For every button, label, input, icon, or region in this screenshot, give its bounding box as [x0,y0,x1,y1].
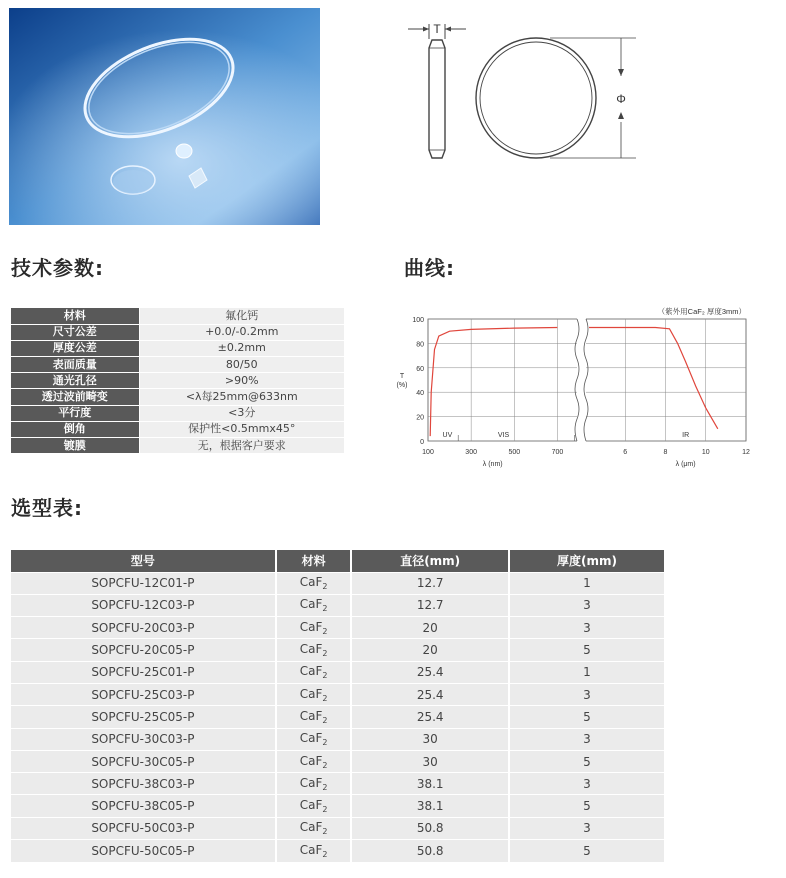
material-subscript: 2 [322,671,328,681]
spec-value: 无，根据客户要求 [139,438,344,454]
model-cell: SOPCFU-20C05-P [11,639,276,661]
material-subscript: 2 [322,738,328,748]
model-cell: SOPCFU-30C03-P [11,728,276,750]
material-subscript: 2 [322,827,328,837]
material-cell [276,594,352,616]
material-text: CaF [299,619,323,634]
spec-value: <3分 [139,405,344,421]
thickness-cell: 5 [509,639,664,661]
table-row [11,594,664,616]
material-text: CaF [299,575,323,590]
region-label: IR [682,432,690,439]
material-text: CaF [299,753,323,768]
thickness-cell: 3 [509,683,664,705]
material-text: CaF [299,820,323,835]
x-tick-label: 700 [551,449,564,456]
spec-value: 80/50 [139,357,344,373]
material-text: CaF [299,798,323,813]
material-text: CaF [299,664,323,679]
x-axis-label: λ (nm) [482,461,503,468]
thickness-cell: 5 [509,750,664,772]
table-row [11,572,664,594]
spec-key: 平行度 [11,405,139,421]
tech-params-heading: 技术参数: [11,256,104,280]
x-axis-label: λ (μm) [675,461,696,468]
material-cell [276,617,352,639]
spec-key: 尺寸公差 [11,324,139,340]
diameter-cell: 12.7 [351,594,509,616]
material-text: CaF [299,642,323,657]
product-photo [9,8,320,225]
spec-row [11,340,344,356]
spec-key: 表面质量 [11,357,139,373]
transmission-chart [384,300,764,475]
material-subscript: 2 [322,805,328,815]
spec-row [11,438,344,454]
table-row [11,750,664,772]
material-cell [276,795,352,817]
x-tick-label: 500 [508,449,521,456]
table-row [11,661,664,683]
spec-key: 透过波前畸变 [11,389,139,405]
diameter-cell: 38.1 [351,795,509,817]
material-subscript: 2 [322,760,328,770]
material-subscript: 2 [322,604,328,614]
diameter-cell: 20 [351,617,509,639]
y-tick-label: 20 [416,414,424,422]
diameter-cell: 20 [351,639,509,661]
material-text: CaF [299,731,323,746]
spec-value: 保护性<0.5mmx45° [139,421,344,437]
material-cell [276,750,352,772]
material-cell [276,661,352,683]
model-cell: SOPCFU-50C05-P [11,840,276,862]
diameter-cell: 25.4 [351,683,509,705]
diameter-cell: 30 [351,728,509,750]
material-text: CaF [299,775,323,790]
model-cell: SOPCFU-12C01-P [11,572,276,594]
spec-row [11,308,344,324]
thickness-cell: 3 [509,594,664,616]
spec-row [11,389,344,405]
spec-value: >90% [139,373,344,389]
spec-value: ±0.2mm [139,340,344,356]
spec-table [11,308,344,454]
table-row [11,840,664,862]
thickness-cell: 1 [509,572,664,594]
material-subscript: 2 [322,849,328,859]
y-tick-label: 0 [420,439,424,446]
diameter-cell: 30 [351,750,509,772]
model-cell: SOPCFU-25C03-P [11,683,276,705]
x-tick-label: 300 [465,449,477,456]
material-subscript: 2 [322,582,328,592]
column-header: 直径(mm) [351,550,509,572]
spec-value: +0.0/-0.2mm [139,324,344,340]
table-row [11,683,664,705]
model-cell: SOPCFU-25C05-P [11,706,276,728]
y-tick-label: 60 [416,365,424,373]
model-cell: SOPCFU-25C01-P [11,661,276,683]
chart-note: （紫外用CaF₂ 厚度3mm） [657,307,746,316]
material-subscript: 2 [322,715,328,725]
spec-value: 氟化钙 [139,308,344,324]
material-subscript: 2 [322,626,328,636]
spec-key: 镀膜 [11,438,139,454]
spec-key: 材料 [11,308,139,324]
y-tick-label: 80 [416,341,424,349]
table-row [11,706,664,728]
spec-row [11,405,344,421]
spec-row [11,373,344,389]
region-label: UV [442,432,453,439]
table-row [11,773,664,795]
spec-key: 通光孔径 [11,373,139,389]
material-subscript: 2 [322,782,328,792]
region-label: VIS [497,432,510,439]
column-header: 材料 [276,550,352,572]
material-cell [276,773,352,795]
material-text: CaF [299,686,323,701]
y-tick-label: 40 [416,390,424,398]
diameter-cell: 50.8 [351,840,509,862]
material-subscript: 2 [322,693,328,703]
y-axis-label: (%) [396,382,408,389]
material-cell [276,572,352,594]
thickness-cell: 3 [509,773,664,795]
thickness-cell: 5 [509,840,664,862]
thickness-cell: 3 [509,728,664,750]
spec-value: <λ每25mm@633nm [139,389,344,405]
x-tick-label: 10 [701,449,710,456]
material-subscript: 2 [322,649,328,659]
model-cell: SOPCFU-38C03-P [11,773,276,795]
model-cell: SOPCFU-20C03-P [11,617,276,639]
thickness-cell: 3 [509,817,664,839]
diameter-cell: 12.7 [351,572,509,594]
material-cell [276,683,352,705]
spec-row [11,324,344,340]
spec-key: 厚度公差 [11,340,139,356]
diameter-cell: 38.1 [351,773,509,795]
table-row [11,817,664,839]
material-cell [276,840,352,862]
x-tick-label: 8 [663,449,668,456]
thickness-cell: 1 [509,661,664,683]
transmission-curve-ir [589,328,718,429]
thickness-cell: 3 [509,617,664,639]
spec-row [11,357,344,373]
y-tick-label: 100 [412,317,424,324]
table-row [11,728,664,750]
table-row [11,639,664,661]
model-cell: SOPCFU-12C03-P [11,594,276,616]
spec-row [11,421,344,437]
column-header: 型号 [11,550,276,572]
thickness-label: T [433,22,441,36]
model-cell: SOPCFU-38C05-P [11,795,276,817]
material-text: CaF [299,708,323,723]
diameter-label: Φ [616,92,626,106]
x-tick-label: 100 [422,449,434,456]
material-cell [276,728,352,750]
table-row [11,617,664,639]
thickness-cell: 5 [509,795,664,817]
material-cell [276,706,352,728]
diameter-cell: 50.8 [351,817,509,839]
x-tick-label: 12 [742,449,750,456]
x-tick-label: 6 [623,449,628,456]
diameter-cell: 25.4 [351,706,509,728]
thickness-cell: 5 [509,706,664,728]
material-cell [276,817,352,839]
y-axis-label: T [399,373,405,380]
diameter-cell: 25.4 [351,661,509,683]
model-cell: SOPCFU-30C05-P [11,750,276,772]
curve-heading: 曲线: [404,256,455,280]
lens-dimension-drawing [400,12,650,167]
selection-heading: 选型表: [11,496,83,520]
model-cell: SOPCFU-50C03-P [11,817,276,839]
transmission-curve-uv-vis [430,328,557,437]
material-text: CaF [299,842,323,857]
column-header: 厚度(mm) [509,550,664,572]
spec-key: 倒角 [11,421,139,437]
material-text: CaF [299,597,323,612]
material-cell [276,639,352,661]
table-row [11,795,664,817]
selection-table [11,550,664,862]
